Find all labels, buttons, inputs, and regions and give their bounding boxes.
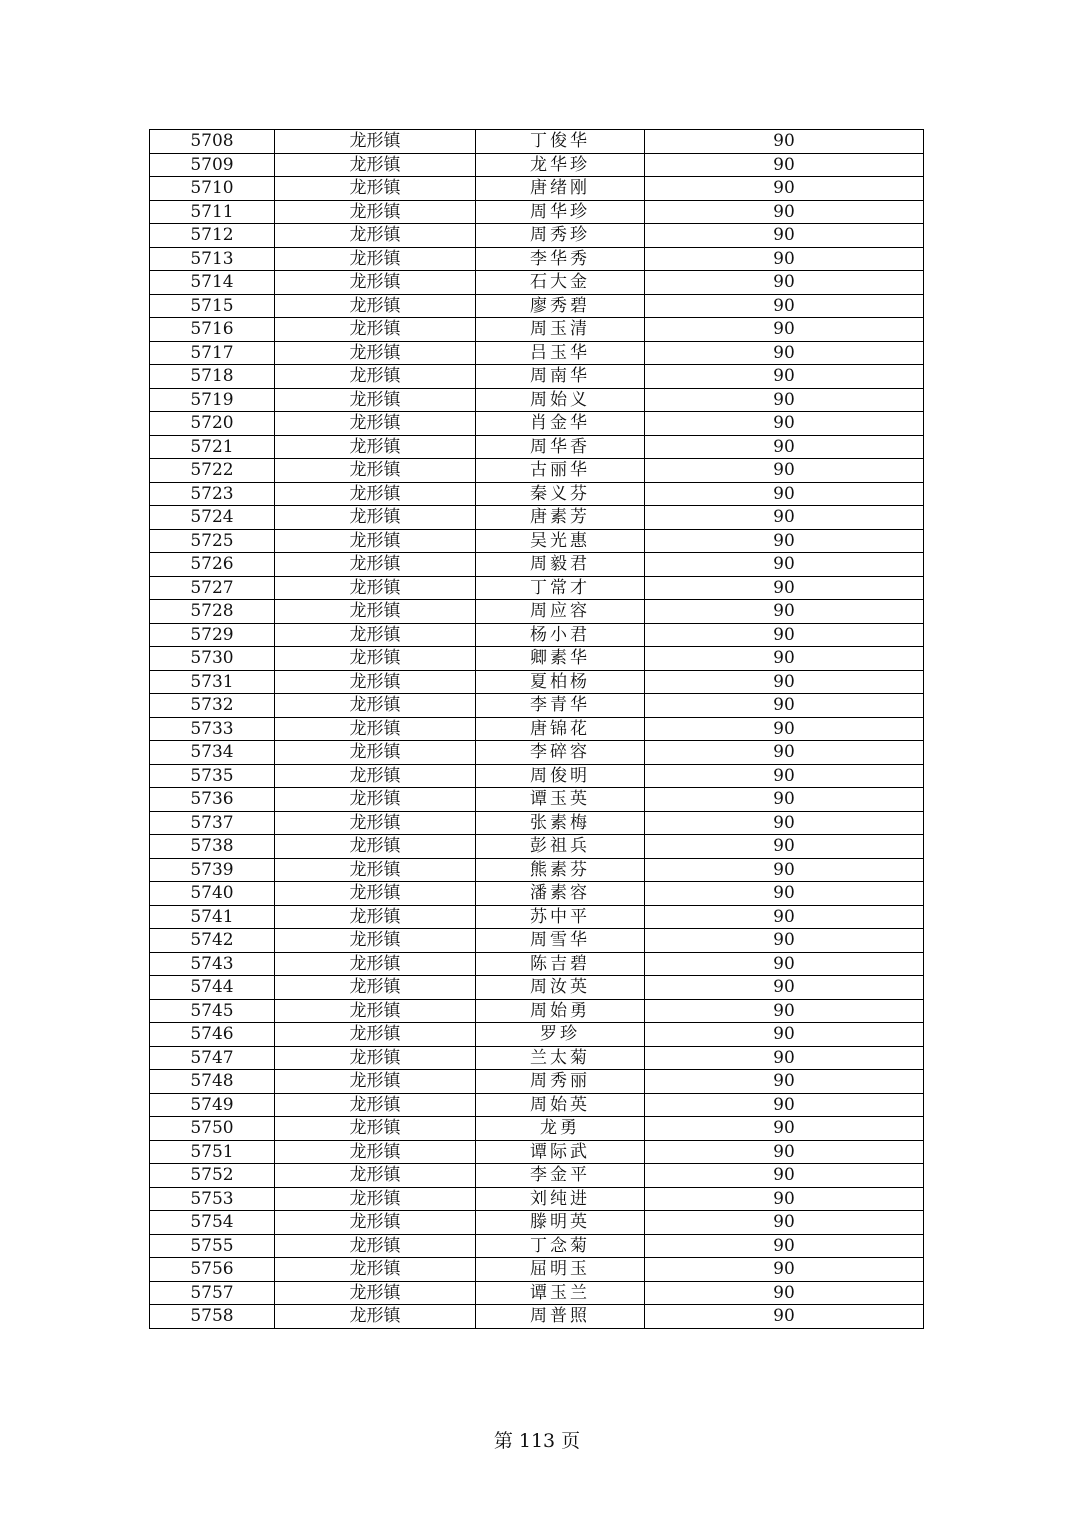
cell-value: 90 xyxy=(645,1258,924,1282)
cell-value: 90 xyxy=(645,224,924,248)
table-row xyxy=(150,976,924,1000)
cell-number: 5727 xyxy=(150,576,275,600)
cell-number: 5739 xyxy=(150,858,275,882)
cell-value: 90 xyxy=(645,529,924,553)
table-row xyxy=(150,153,924,177)
cell-number: 5752 xyxy=(150,1164,275,1188)
cell-value: 90 xyxy=(645,271,924,295)
cell-town: 龙形镇 xyxy=(275,717,476,741)
table-row xyxy=(150,435,924,459)
table-row xyxy=(150,1046,924,1070)
cell-town: 龙形镇 xyxy=(275,153,476,177)
table-row xyxy=(150,1140,924,1164)
page-footer xyxy=(0,1428,1074,1454)
cell-number: 5732 xyxy=(150,694,275,718)
cell-value: 90 xyxy=(645,1023,924,1047)
cell-number: 5742 xyxy=(150,929,275,953)
cell-value: 90 xyxy=(645,576,924,600)
cell-value: 90 xyxy=(645,1093,924,1117)
cell-number: 5747 xyxy=(150,1046,275,1070)
cell-town: 龙形镇 xyxy=(275,1046,476,1070)
cell-value: 90 xyxy=(645,130,924,154)
cell-number: 5726 xyxy=(150,553,275,577)
cell-name: 周普照 xyxy=(476,1305,645,1329)
cell-town: 龙形镇 xyxy=(275,1305,476,1329)
cell-value: 90 xyxy=(645,717,924,741)
cell-number: 5753 xyxy=(150,1187,275,1211)
cell-number: 5735 xyxy=(150,764,275,788)
table-row xyxy=(150,1211,924,1235)
cell-value: 90 xyxy=(645,788,924,812)
table-row xyxy=(150,858,924,882)
cell-value: 90 xyxy=(645,623,924,647)
cell-value: 90 xyxy=(645,999,924,1023)
cell-number: 5755 xyxy=(150,1234,275,1258)
table-row xyxy=(150,576,924,600)
cell-town: 龙形镇 xyxy=(275,1234,476,1258)
cell-town: 龙形镇 xyxy=(275,858,476,882)
table-row xyxy=(150,130,924,154)
cell-value: 90 xyxy=(645,1187,924,1211)
table-row xyxy=(150,177,924,201)
table-row xyxy=(150,952,924,976)
table-row xyxy=(150,1234,924,1258)
cell-town: 龙形镇 xyxy=(275,694,476,718)
cell-town: 龙形镇 xyxy=(275,294,476,318)
table-row xyxy=(150,670,924,694)
cell-town: 龙形镇 xyxy=(275,247,476,271)
cell-name: 卿素华 xyxy=(476,647,645,671)
table-row xyxy=(150,506,924,530)
cell-town: 龙形镇 xyxy=(275,976,476,1000)
table-row xyxy=(150,1281,924,1305)
cell-name: 杨小君 xyxy=(476,623,645,647)
cell-town: 龙形镇 xyxy=(275,553,476,577)
cell-number: 5757 xyxy=(150,1281,275,1305)
cell-number: 5740 xyxy=(150,882,275,906)
cell-name: 秦义芬 xyxy=(476,482,645,506)
cell-town: 龙形镇 xyxy=(275,200,476,224)
cell-number: 5725 xyxy=(150,529,275,553)
table-row xyxy=(150,929,924,953)
cell-number: 5724 xyxy=(150,506,275,530)
cell-number: 5750 xyxy=(150,1117,275,1141)
table-row xyxy=(150,741,924,765)
cell-name: 周始义 xyxy=(476,388,645,412)
cell-number: 5711 xyxy=(150,200,275,224)
cell-number: 5733 xyxy=(150,717,275,741)
cell-value: 90 xyxy=(645,1281,924,1305)
table-row xyxy=(150,1117,924,1141)
cell-town: 龙形镇 xyxy=(275,482,476,506)
table-row xyxy=(150,835,924,859)
cell-number: 5710 xyxy=(150,177,275,201)
cell-number: 5723 xyxy=(150,482,275,506)
table-row xyxy=(150,1093,924,1117)
cell-town: 龙形镇 xyxy=(275,905,476,929)
table-row xyxy=(150,1070,924,1094)
cell-number: 5743 xyxy=(150,952,275,976)
cell-value: 90 xyxy=(645,1046,924,1070)
cell-name: 兰太菊 xyxy=(476,1046,645,1070)
table-row xyxy=(150,905,924,929)
roster-table-body xyxy=(150,130,924,1329)
roster-table xyxy=(149,129,924,1329)
cell-name: 丁念菊 xyxy=(476,1234,645,1258)
cell-town: 龙形镇 xyxy=(275,1117,476,1141)
cell-town: 龙形镇 xyxy=(275,811,476,835)
cell-town: 龙形镇 xyxy=(275,412,476,436)
cell-name: 唐素芳 xyxy=(476,506,645,530)
cell-value: 90 xyxy=(645,1070,924,1094)
table-row xyxy=(150,647,924,671)
table-row xyxy=(150,600,924,624)
cell-town: 龙形镇 xyxy=(275,1070,476,1094)
cell-number: 5744 xyxy=(150,976,275,1000)
cell-number: 5713 xyxy=(150,247,275,271)
cell-town: 龙形镇 xyxy=(275,341,476,365)
cell-town: 龙形镇 xyxy=(275,1140,476,1164)
cell-number: 5728 xyxy=(150,600,275,624)
cell-town: 龙形镇 xyxy=(275,1093,476,1117)
table-row xyxy=(150,811,924,835)
cell-town: 龙形镇 xyxy=(275,1023,476,1047)
table-row xyxy=(150,694,924,718)
cell-number: 5718 xyxy=(150,365,275,389)
cell-name: 丁俊华 xyxy=(476,130,645,154)
cell-name: 李青华 xyxy=(476,694,645,718)
cell-town: 龙形镇 xyxy=(275,130,476,154)
cell-number: 5749 xyxy=(150,1093,275,1117)
cell-value: 90 xyxy=(645,905,924,929)
cell-town: 龙形镇 xyxy=(275,529,476,553)
cell-name: 陈吉碧 xyxy=(476,952,645,976)
cell-name: 李华秀 xyxy=(476,247,645,271)
cell-number: 5756 xyxy=(150,1258,275,1282)
cell-name: 周华香 xyxy=(476,435,645,459)
cell-name: 丁常才 xyxy=(476,576,645,600)
table-row xyxy=(150,882,924,906)
cell-name: 吴光惠 xyxy=(476,529,645,553)
table-row xyxy=(150,294,924,318)
cell-number: 5721 xyxy=(150,435,275,459)
cell-number: 5719 xyxy=(150,388,275,412)
cell-name: 廖秀碧 xyxy=(476,294,645,318)
cell-number: 5741 xyxy=(150,905,275,929)
cell-town: 龙形镇 xyxy=(275,882,476,906)
cell-name: 周始勇 xyxy=(476,999,645,1023)
table-row xyxy=(150,717,924,741)
cell-town: 龙形镇 xyxy=(275,177,476,201)
cell-name: 周汝英 xyxy=(476,976,645,1000)
cell-name: 张素梅 xyxy=(476,811,645,835)
cell-name: 潘素容 xyxy=(476,882,645,906)
cell-value: 90 xyxy=(645,553,924,577)
cell-name: 刘纯进 xyxy=(476,1187,645,1211)
cell-value: 90 xyxy=(645,694,924,718)
cell-town: 龙形镇 xyxy=(275,741,476,765)
cell-name: 谭玉英 xyxy=(476,788,645,812)
cell-town: 龙形镇 xyxy=(275,1258,476,1282)
cell-town: 龙形镇 xyxy=(275,929,476,953)
page-number: 113 xyxy=(518,1430,556,1452)
table-row xyxy=(150,1258,924,1282)
cell-name: 石大金 xyxy=(476,271,645,295)
cell-name: 谭际武 xyxy=(476,1140,645,1164)
cell-name: 苏中平 xyxy=(476,905,645,929)
cell-value: 90 xyxy=(645,670,924,694)
cell-value: 90 xyxy=(645,835,924,859)
table-row xyxy=(150,1164,924,1188)
cell-value: 90 xyxy=(645,882,924,906)
cell-name: 周应容 xyxy=(476,600,645,624)
cell-value: 90 xyxy=(645,177,924,201)
table-row xyxy=(150,224,924,248)
cell-town: 龙形镇 xyxy=(275,952,476,976)
cell-value: 90 xyxy=(645,506,924,530)
cell-number: 5708 xyxy=(150,130,275,154)
cell-number: 5712 xyxy=(150,224,275,248)
cell-number: 5717 xyxy=(150,341,275,365)
cell-value: 90 xyxy=(645,952,924,976)
cell-name: 肖金华 xyxy=(476,412,645,436)
cell-number: 5720 xyxy=(150,412,275,436)
cell-value: 90 xyxy=(645,435,924,459)
cell-value: 90 xyxy=(645,341,924,365)
page-suffix: 页 xyxy=(561,1430,581,1452)
cell-town: 龙形镇 xyxy=(275,1281,476,1305)
cell-number: 5751 xyxy=(150,1140,275,1164)
cell-town: 龙形镇 xyxy=(275,764,476,788)
cell-value: 90 xyxy=(645,247,924,271)
cell-number: 5758 xyxy=(150,1305,275,1329)
cell-name: 周南华 xyxy=(476,365,645,389)
cell-value: 90 xyxy=(645,858,924,882)
cell-name: 周秀珍 xyxy=(476,224,645,248)
table-row xyxy=(150,318,924,342)
cell-number: 5714 xyxy=(150,271,275,295)
cell-value: 90 xyxy=(645,294,924,318)
cell-number: 5745 xyxy=(150,999,275,1023)
cell-value: 90 xyxy=(645,388,924,412)
table-row xyxy=(150,1187,924,1211)
cell-name: 吕玉华 xyxy=(476,341,645,365)
table-row xyxy=(150,529,924,553)
cell-name: 谭玉兰 xyxy=(476,1281,645,1305)
cell-town: 龙形镇 xyxy=(275,576,476,600)
cell-town: 龙形镇 xyxy=(275,623,476,647)
table-row xyxy=(150,999,924,1023)
cell-name: 熊素芬 xyxy=(476,858,645,882)
cell-name: 李碎容 xyxy=(476,741,645,765)
cell-town: 龙形镇 xyxy=(275,506,476,530)
cell-number: 5731 xyxy=(150,670,275,694)
cell-number: 5716 xyxy=(150,318,275,342)
cell-name: 周华珍 xyxy=(476,200,645,224)
cell-town: 龙形镇 xyxy=(275,835,476,859)
cell-number: 5709 xyxy=(150,153,275,177)
table-row xyxy=(150,388,924,412)
cell-name: 周毅君 xyxy=(476,553,645,577)
cell-town: 龙形镇 xyxy=(275,459,476,483)
page-prefix: 第 xyxy=(493,1430,513,1452)
cell-value: 90 xyxy=(645,741,924,765)
cell-value: 90 xyxy=(645,929,924,953)
table-row xyxy=(150,788,924,812)
cell-name: 唐锦花 xyxy=(476,717,645,741)
cell-town: 龙形镇 xyxy=(275,999,476,1023)
cell-number: 5738 xyxy=(150,835,275,859)
cell-number: 5748 xyxy=(150,1070,275,1094)
cell-town: 龙形镇 xyxy=(275,1187,476,1211)
table-row xyxy=(150,1305,924,1329)
cell-number: 5736 xyxy=(150,788,275,812)
cell-name: 彭祖兵 xyxy=(476,835,645,859)
cell-value: 90 xyxy=(645,1117,924,1141)
table-row xyxy=(150,200,924,224)
cell-name: 夏柏杨 xyxy=(476,670,645,694)
cell-town: 龙形镇 xyxy=(275,318,476,342)
cell-town: 龙形镇 xyxy=(275,1164,476,1188)
table-row xyxy=(150,553,924,577)
cell-town: 龙形镇 xyxy=(275,365,476,389)
table-row xyxy=(150,365,924,389)
cell-name: 周玉清 xyxy=(476,318,645,342)
cell-name: 李金平 xyxy=(476,1164,645,1188)
table-row xyxy=(150,1023,924,1047)
cell-town: 龙形镇 xyxy=(275,670,476,694)
cell-name: 龙勇 xyxy=(476,1117,645,1141)
cell-value: 90 xyxy=(645,412,924,436)
cell-number: 5715 xyxy=(150,294,275,318)
cell-town: 龙形镇 xyxy=(275,224,476,248)
cell-town: 龙形镇 xyxy=(275,388,476,412)
cell-name: 周始英 xyxy=(476,1093,645,1117)
cell-value: 90 xyxy=(645,153,924,177)
cell-value: 90 xyxy=(645,1305,924,1329)
table-row xyxy=(150,623,924,647)
cell-name: 周秀丽 xyxy=(476,1070,645,1094)
cell-value: 90 xyxy=(645,318,924,342)
cell-value: 90 xyxy=(645,764,924,788)
cell-name: 龙华珍 xyxy=(476,153,645,177)
table-row xyxy=(150,482,924,506)
cell-number: 5722 xyxy=(150,459,275,483)
cell-value: 90 xyxy=(645,600,924,624)
table-row xyxy=(150,271,924,295)
cell-name: 唐绪刚 xyxy=(476,177,645,201)
cell-name: 周雪华 xyxy=(476,929,645,953)
cell-name: 滕明英 xyxy=(476,1211,645,1235)
cell-name: 周俊明 xyxy=(476,764,645,788)
cell-value: 90 xyxy=(645,200,924,224)
cell-number: 5737 xyxy=(150,811,275,835)
cell-town: 龙形镇 xyxy=(275,435,476,459)
cell-number: 5729 xyxy=(150,623,275,647)
cell-town: 龙形镇 xyxy=(275,647,476,671)
cell-value: 90 xyxy=(645,647,924,671)
cell-number: 5746 xyxy=(150,1023,275,1047)
table-row xyxy=(150,459,924,483)
cell-value: 90 xyxy=(645,1164,924,1188)
cell-value: 90 xyxy=(645,976,924,1000)
cell-name: 屈明玉 xyxy=(476,1258,645,1282)
table-row xyxy=(150,341,924,365)
cell-value: 90 xyxy=(645,1234,924,1258)
cell-value: 90 xyxy=(645,1211,924,1235)
cell-value: 90 xyxy=(645,482,924,506)
cell-town: 龙形镇 xyxy=(275,600,476,624)
cell-name: 古丽华 xyxy=(476,459,645,483)
table-row xyxy=(150,412,924,436)
cell-value: 90 xyxy=(645,365,924,389)
cell-number: 5730 xyxy=(150,647,275,671)
table-row xyxy=(150,764,924,788)
cell-town: 龙形镇 xyxy=(275,271,476,295)
cell-name: 罗珍 xyxy=(476,1023,645,1047)
table-row xyxy=(150,247,924,271)
cell-value: 90 xyxy=(645,1140,924,1164)
cell-number: 5754 xyxy=(150,1211,275,1235)
cell-value: 90 xyxy=(645,459,924,483)
cell-town: 龙形镇 xyxy=(275,1211,476,1235)
cell-town: 龙形镇 xyxy=(275,788,476,812)
cell-value: 90 xyxy=(645,811,924,835)
cell-number: 5734 xyxy=(150,741,275,765)
